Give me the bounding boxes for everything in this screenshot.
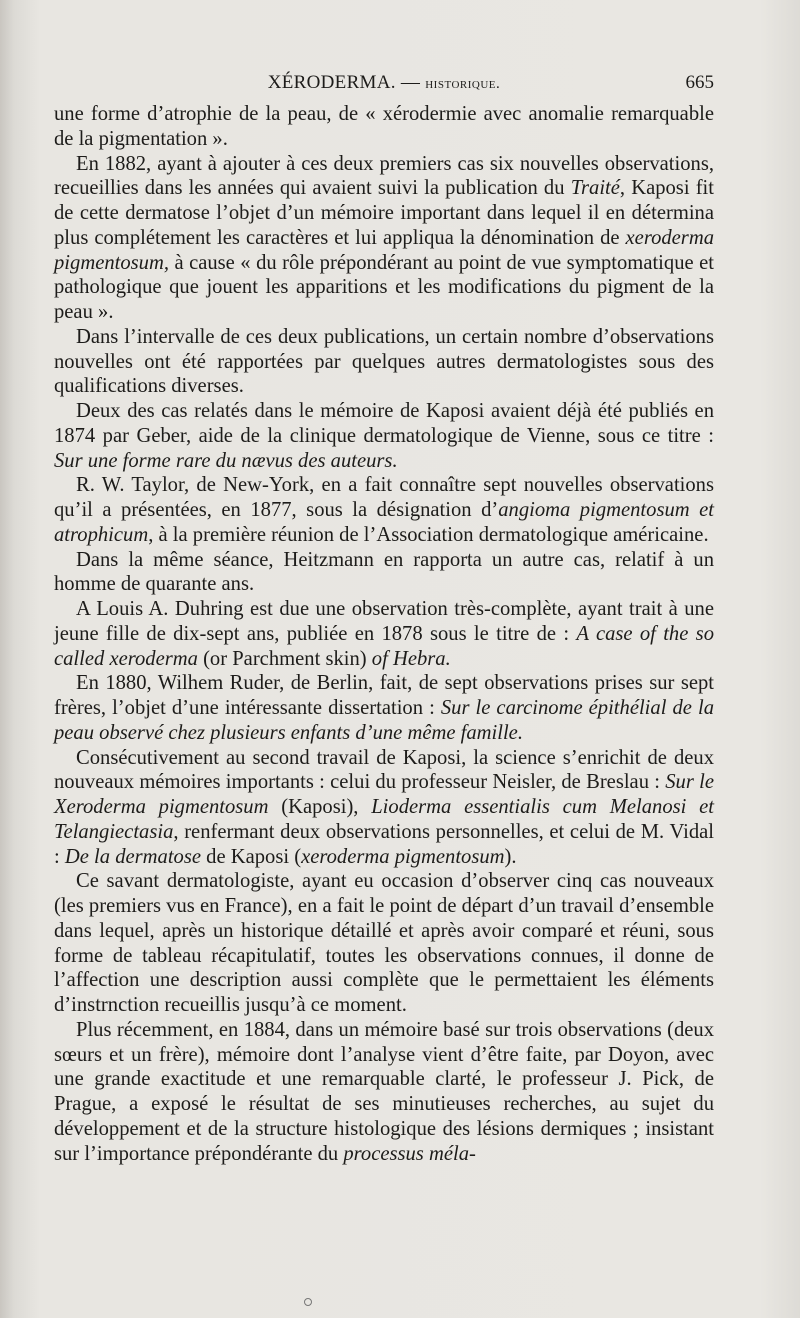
running-title <box>54 72 714 94</box>
text-run: , renfermant deux observations personnelles, et celui de M. Vidal : <box>54 820 714 868</box>
running-title-main: XÉRODERMA. — <box>267 72 421 93</box>
text-run: ). <box>504 845 517 868</box>
paragraph <box>54 152 714 325</box>
text-run: Deux des cas relatés dans le mémoire de Kaposi avaient déjà été publiés en 1874 par Geber, aide de la clinique dermatologique de Vienne, sous ce titre : <box>54 400 714 447</box>
text-run: à cause « du rôle prépondérant au point de vue symptomatique et pathologique que jouent les apparitions et les modifications du pigment de la peau ». <box>54 251 714 323</box>
body-text <box>54 102 714 1166</box>
text-run: (or Parchment skin) <box>197 647 372 670</box>
running-title-section: historique. <box>425 76 501 92</box>
text-run: de Kaposi ( <box>201 845 302 868</box>
paragraph <box>54 1018 714 1167</box>
text-run: Plus récemment, en 1884, dans un mémoire basé sur trois observations (deux sœurs et un frère), mémoire dont l’analyse vient d’être faite, par Doyon, avec une grande exactitude et une remarquable clarté, le professeur J. Pick, de Prague, a exposé le résultat de ses minutieuses recherches, au sujet du développement et de la structure histologique des lésions dermiques ; insistant sur l’importance prépondérante du <box>54 1018 714 1165</box>
paragraph <box>54 325 714 399</box>
italic-text: angioma pigmentosum et atrophicum <box>54 499 714 546</box>
text-run: R. W. Taylor, de New-York, en a fait connaître sept nouvelles observations qu’il a présentées, en 1877, sous la désignation d’ <box>54 474 714 521</box>
paragraph <box>54 671 714 745</box>
paragraph <box>54 399 714 473</box>
text-run: (Kaposi), <box>268 796 372 818</box>
text-run: , à la première réunion de l’Association dermatologique américaine. <box>148 523 709 546</box>
italic-text: Sur le carcinome épithélial de la peau observé chez plusieurs enfants d’une même famille. <box>54 697 714 744</box>
italic-text: of Hebra. <box>371 647 451 670</box>
text-run: Ce savant dermatologiste, ayant eu occasion d’observer cinq cas nouveaux (les premiers vus en France), en a fait le point de départ d’un travail d’ensemble dans lequel, après un historique détaillé et après avoir comparé et réuni, sous forme de tableau récapitulatif, toutes les observations connues, il donne de l’affection une description aussi complète que le permettaient les éléments d’instrnction recueillis jusqu’à ce moment. <box>54 870 714 1016</box>
text-run: Dans l’intervalle de ces deux publications, un certain nombre d’observations nouvelles ont été rapportées par quelques autres dermatologistes sous des qualifications diverses. <box>54 325 714 398</box>
italic-text: Sur le Xeroderma pigmentosum <box>54 771 714 818</box>
text-run: Consécutivement au second travail de Kaposi, la science s’enrichit de deux nouveaux mémoires importants : celui du professeur Neisler, de Breslau : <box>54 746 714 794</box>
paragraph <box>54 869 714 1018</box>
paragraph <box>54 597 714 671</box>
paragraph <box>54 473 714 547</box>
italic-text: A case of the so called xeroderma <box>54 622 714 670</box>
print-mark <box>304 1298 312 1306</box>
italic-text: Traité <box>570 177 620 200</box>
paragraph <box>54 746 714 870</box>
italic-text: De la dermatose <box>64 845 201 868</box>
page-number: 665 <box>685 72 714 93</box>
text-run: En 1882, ayant à ajouter à ces deux premiers cas six nouvelles observations, recueillies dans les années qui avaient suivi la publication du <box>54 152 714 200</box>
italic-text: Lioderma essentialis cum Melanosi et Telangiectasia <box>54 796 714 843</box>
text-run: En 1880, Wilhem Ruder, de Berlin, fait, de sept observations prises sur sept frères, l’objet d’une intéressante dissertation : <box>54 672 714 719</box>
text-run: Dans la même séance, Heitzmann en rapporta un autre cas, relatif à un homme de quarante ans. <box>54 548 714 596</box>
italic-text: xeroderma pigmentosum <box>301 845 505 868</box>
italic-text: processus méla- <box>343 1142 476 1165</box>
running-header <box>54 72 714 100</box>
italic-text: Sur une forme rare du nævus des auteurs. <box>54 449 398 472</box>
paragraph <box>54 548 714 598</box>
text-run: une forme d’atrophie de la peau, de « xérodermie avec anomalie remarquable de la pigmentation ». <box>54 103 714 150</box>
text-run: A Louis A. Duhring est due une observation très-complète, ayant trait à une jeune fille de dix-sept ans, publiée en 1878 sous le titre de : <box>54 598 714 645</box>
paragraph <box>54 102 714 152</box>
text-run: , Kaposi fit de cette dermatose l’objet d’un mémoire important dans lequel il en détermina plus complétement les caractères et lui appliqua la dénomination de <box>54 177 714 249</box>
italic-text: xeroderma pigmentosum, <box>54 226 714 274</box>
